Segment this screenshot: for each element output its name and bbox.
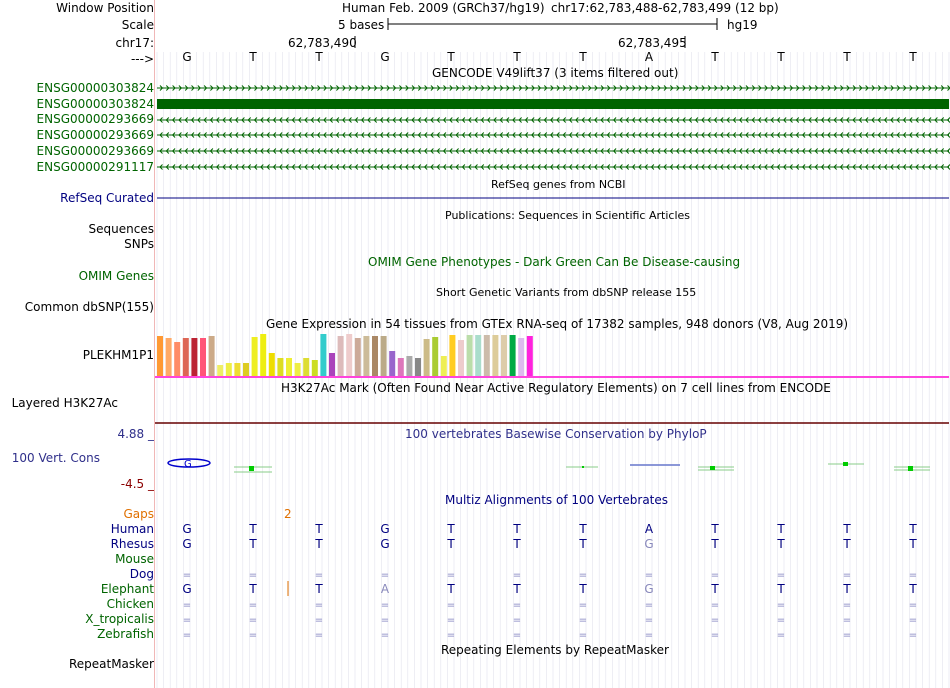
strand-arrow-label[interactable]: ---> bbox=[130, 52, 154, 66]
repeatmasker-label[interactable]: RepeatMasker bbox=[68, 657, 154, 671]
align-rhesus-10: T bbox=[843, 537, 851, 551]
gtex-tissue-bar-24[interactable] bbox=[363, 336, 369, 376]
align-dog-3: = bbox=[380, 570, 390, 581]
align-dog-8: = bbox=[710, 570, 720, 581]
align-elephant-1: T bbox=[249, 582, 257, 596]
gtex-tissue-bar-2[interactable] bbox=[174, 342, 180, 376]
align-elephant-7: G bbox=[644, 582, 654, 596]
gtex-tissue-bar-13[interactable] bbox=[269, 353, 275, 376]
align-dog-1: = bbox=[248, 570, 258, 581]
align-zebrafish-4: = bbox=[446, 630, 456, 641]
gtex-tissue-bar-28[interactable] bbox=[398, 358, 404, 376]
gtex-tissue-bar-5[interactable] bbox=[200, 338, 206, 376]
align-human-6: T bbox=[579, 522, 587, 536]
align-elephant-9: T bbox=[777, 582, 785, 596]
align-zebrafish-10: = bbox=[842, 630, 852, 641]
align-elephant-4: T bbox=[447, 582, 455, 596]
align-elephant-11: T bbox=[909, 582, 917, 596]
align-rhesus-7: G bbox=[644, 537, 654, 551]
base-0: G bbox=[182, 50, 192, 64]
base-10: T bbox=[843, 50, 851, 64]
gtex-tissue-bar-35[interactable] bbox=[458, 340, 464, 376]
gtex-tissue-bar-16[interactable] bbox=[295, 363, 301, 376]
align-x_tropicalis-9: = bbox=[776, 615, 786, 626]
gtex-tissue-bar-14[interactable] bbox=[277, 358, 283, 376]
align-rhesus-8: T bbox=[711, 537, 719, 551]
window-position-label: Window Position bbox=[56, 1, 154, 15]
gtex-tissue-bar-8[interactable] bbox=[226, 363, 232, 376]
chr-label: chr17: bbox=[115, 36, 154, 50]
base-2: T bbox=[315, 50, 323, 64]
base-9: T bbox=[777, 50, 785, 64]
align-chicken-7: = bbox=[644, 600, 654, 611]
gtex-tissue-bar-27[interactable] bbox=[389, 351, 395, 376]
gtex-tissue-bar-41[interactable] bbox=[510, 335, 516, 376]
svg-text:G: G bbox=[184, 459, 192, 470]
align-human-3: G bbox=[380, 522, 390, 536]
omim-title: OMIM Gene Phenotypes - Dark Green Can Be Disease-causing bbox=[368, 255, 741, 269]
align-human-11: T bbox=[909, 522, 917, 536]
gtex-tissue-bar-31[interactable] bbox=[424, 339, 430, 376]
align-dog-7: = bbox=[644, 570, 654, 581]
gtex-tissue-bar-1[interactable] bbox=[166, 338, 172, 376]
align-human-7: A bbox=[644, 522, 654, 536]
align-rhesus-0: G bbox=[182, 537, 192, 551]
gencode-feature-1[interactable] bbox=[157, 99, 949, 109]
align-elephant-8: T bbox=[711, 582, 719, 596]
gtex-tissue-bar-10[interactable] bbox=[243, 363, 249, 376]
gtex-tissue-bar-42[interactable] bbox=[518, 338, 524, 376]
align-dog-4: = bbox=[446, 570, 456, 581]
align-x_tropicalis-5: = bbox=[512, 615, 522, 626]
align-zebrafish-5: = bbox=[512, 630, 522, 641]
align-elephant-10: T bbox=[843, 582, 851, 596]
species-dog: Dog bbox=[129, 567, 154, 581]
gtex-title: Gene Expression in 54 tissues from GTEx RNA-seq of 17382 samples, 948 donors (V8, Aug 2019) bbox=[266, 317, 849, 331]
scale-label: Scale bbox=[121, 18, 154, 32]
species-elephant: Elephant bbox=[100, 582, 154, 596]
h3k27ac-label[interactable]: Layered H3K27Ac bbox=[11, 396, 118, 410]
align-zebrafish-6: = bbox=[578, 630, 588, 641]
align-x_tropicalis-7: = bbox=[644, 615, 654, 626]
align-dog-11: = bbox=[908, 570, 918, 581]
align-human-0: G bbox=[182, 522, 192, 536]
align-dog-5: = bbox=[512, 570, 522, 581]
align-rhesus-2: T bbox=[315, 537, 323, 551]
align-zebrafish-2: = bbox=[314, 630, 324, 641]
align-chicken-0: = bbox=[182, 600, 192, 611]
repeatmasker-title: Repeating Elements by RepeatMasker bbox=[441, 643, 669, 657]
align-chicken-11: = bbox=[908, 600, 918, 611]
species-rhesus: Rhesus bbox=[110, 537, 154, 551]
align-zebrafish-7: = bbox=[644, 630, 654, 641]
align-chicken-8: = bbox=[710, 600, 720, 611]
base-4: T bbox=[447, 50, 455, 64]
align-x_tropicalis-3: = bbox=[380, 615, 390, 626]
align-dog-9: = bbox=[776, 570, 786, 581]
align-human-5: T bbox=[513, 522, 521, 536]
db-text: hg19 bbox=[727, 18, 758, 32]
gtex-tissue-bar-22[interactable] bbox=[346, 334, 352, 376]
align-chicken-9: = bbox=[776, 600, 786, 611]
align-human-8: T bbox=[711, 522, 719, 536]
gtex-gene-label[interactable]: PLEKHM1P1 bbox=[82, 348, 154, 362]
align-rhesus-4: T bbox=[447, 537, 455, 551]
h3k27ac-title: H3K27Ac Mark (Often Found Near Active Regulatory Elements) on 7 cell lines from ENCODE bbox=[281, 381, 831, 395]
gtex-tissue-bar-25[interactable] bbox=[372, 336, 378, 376]
base-6: T bbox=[579, 50, 587, 64]
scale-text: 5 bases bbox=[338, 18, 385, 32]
align-dog-0: = bbox=[182, 570, 192, 581]
omim-label[interactable]: OMIM Genes bbox=[78, 269, 154, 283]
align-x_tropicalis-4: = bbox=[446, 615, 456, 626]
align-elephant-2: T bbox=[315, 582, 323, 596]
align-dog-6: = bbox=[578, 570, 588, 581]
gtex-tissue-bar-3[interactable] bbox=[183, 338, 189, 376]
species-zebrafish: Zebrafish bbox=[97, 627, 154, 641]
gtex-tissue-bar-37[interactable] bbox=[475, 335, 481, 376]
refseq-title: RefSeq genes from NCBI bbox=[491, 178, 626, 191]
gencode-label-2[interactable]: ENSG00000303824 bbox=[36, 97, 154, 111]
gencode-title: GENCODE V49lift37 (3 items filtered out) bbox=[432, 66, 679, 80]
gencode-label-5[interactable]: ENSG00000293669 bbox=[36, 144, 154, 158]
phylop-track-label[interactable]: 100 Vert. Cons bbox=[11, 451, 100, 465]
base-8: T bbox=[711, 50, 719, 64]
gtex-tissue-bar-0[interactable] bbox=[157, 336, 163, 376]
gtex-tissue-bar-20[interactable] bbox=[329, 353, 335, 376]
align-human-9: T bbox=[777, 522, 785, 536]
align-rhesus-5: T bbox=[513, 537, 521, 551]
align-rhesus-9: T bbox=[777, 537, 785, 551]
align-human-10: T bbox=[843, 522, 851, 536]
align-rhesus-1: T bbox=[249, 537, 257, 551]
align-zebrafish-1: = bbox=[248, 630, 258, 641]
align-chicken-10: = bbox=[842, 600, 852, 611]
gtex-tissue-bar-7[interactable] bbox=[217, 365, 223, 376]
align-x_tropicalis-8: = bbox=[710, 615, 720, 626]
gtex-tissue-bar-29[interactable] bbox=[406, 356, 412, 376]
align-chicken-6: = bbox=[578, 600, 588, 611]
gencode-label-1[interactable]: ENSG00000303824 bbox=[36, 81, 154, 95]
align-chicken-3: = bbox=[380, 600, 390, 611]
align-rhesus-11: T bbox=[909, 537, 917, 551]
gtex-tissue-bar-43[interactable] bbox=[527, 336, 533, 376]
align-x_tropicalis-2: = bbox=[314, 615, 324, 626]
gtex-tissue-bar-11[interactable] bbox=[252, 337, 258, 376]
gtex-tissue-bar-19[interactable] bbox=[320, 334, 326, 376]
gtex-tissue-bar-4[interactable] bbox=[191, 338, 197, 376]
gtex-tissue-bar-6[interactable] bbox=[209, 336, 215, 376]
dbsnp-title: Short Genetic Variants from dbSNP release 155 bbox=[436, 286, 697, 299]
gaps-label: Gaps bbox=[123, 507, 154, 521]
align-human-4: T bbox=[447, 522, 455, 536]
gtex-tissue-bar-9[interactable] bbox=[234, 363, 240, 376]
align-elephant-3: A bbox=[380, 582, 390, 596]
gencode-label-4[interactable]: ENSG00000293669 bbox=[36, 128, 154, 142]
gtex-tissue-bar-39[interactable] bbox=[492, 335, 498, 376]
gtex-tissue-bar-18[interactable] bbox=[312, 360, 318, 376]
phylop-title: 100 vertebrates Basewise Conservation by PhyloP bbox=[405, 427, 707, 441]
align-zebrafish-11: = bbox=[908, 630, 918, 641]
align-chicken-2: = bbox=[314, 600, 324, 611]
align-chicken-1: = bbox=[248, 600, 258, 611]
base-grid bbox=[157, 52, 949, 688]
gencode-label-6[interactable]: ENSG00000291117 bbox=[36, 160, 154, 174]
assembly-text: Human Feb. 2009 (GRCh37/hg19) bbox=[342, 1, 545, 15]
coord-2: 62,783,495 bbox=[618, 36, 687, 50]
align-dog-2: = bbox=[314, 570, 324, 581]
coord-1: 62,783,490 bbox=[288, 36, 357, 50]
gtex-tissue-bar-38[interactable] bbox=[484, 335, 490, 376]
species-chicken: Chicken bbox=[106, 597, 154, 611]
align-rhesus-3: G bbox=[380, 537, 390, 551]
snps-label[interactable]: SNPs bbox=[124, 237, 154, 251]
align-zebrafish-8: = bbox=[710, 630, 720, 641]
gtex-tissue-bar-34[interactable] bbox=[449, 335, 455, 376]
gtex-tissue-bar-12[interactable] bbox=[260, 334, 266, 376]
align-elephant-5: T bbox=[513, 582, 521, 596]
position-text: chr17:62,783,488-62,783,499 (12 bp) bbox=[551, 1, 779, 15]
align-chicken-4: = bbox=[446, 600, 456, 611]
pubs-title: Publications: Sequences in Scientific Articles bbox=[445, 209, 690, 222]
gtex-bar-chart[interactable] bbox=[157, 334, 533, 376]
refseq-track-label[interactable]: RefSeq Curated bbox=[60, 191, 154, 205]
gtex-tissue-bar-33[interactable] bbox=[441, 356, 447, 376]
base-5: T bbox=[513, 50, 521, 64]
align-zebrafish-9: = bbox=[776, 630, 786, 641]
species-human: Human bbox=[110, 522, 154, 536]
base-1: T bbox=[249, 50, 257, 64]
species-mouse: Mouse bbox=[115, 552, 154, 566]
base-7: A bbox=[644, 50, 654, 64]
gtex-tissue-bar-40[interactable] bbox=[501, 335, 507, 376]
gencode-label-3[interactable]: ENSG00000293669 bbox=[36, 112, 154, 126]
align-zebrafish-3: = bbox=[380, 630, 390, 641]
gtex-tissue-bar-17[interactable] bbox=[303, 358, 309, 376]
gtex-tissue-bar-36[interactable] bbox=[467, 335, 473, 376]
gtex-tissue-bar-23[interactable] bbox=[355, 338, 361, 376]
align-x_tropicalis-11: = bbox=[908, 615, 918, 626]
base-11: T bbox=[909, 50, 917, 64]
gtex-tissue-bar-30[interactable] bbox=[415, 358, 421, 376]
gtex-tissue-bar-15[interactable] bbox=[286, 358, 292, 376]
gtex-tissue-bar-32[interactable] bbox=[432, 337, 438, 376]
multiz-title: Multiz Alignments of 100 Vertebrates bbox=[445, 493, 669, 507]
align-elephant-0: G bbox=[182, 582, 192, 596]
base-3: G bbox=[380, 50, 390, 64]
align-human-1: T bbox=[249, 522, 257, 536]
dbsnp-label[interactable]: Common dbSNP(155) bbox=[24, 300, 154, 314]
align-chicken-5: = bbox=[512, 600, 522, 611]
gtex-tissue-bar-21[interactable] bbox=[338, 336, 344, 376]
align-human-2: T bbox=[315, 522, 323, 536]
species-xtropicalis: X_tropicalis bbox=[85, 612, 154, 626]
align-dog-10: = bbox=[842, 570, 852, 581]
align-x_tropicalis-10: = bbox=[842, 615, 852, 626]
gap-count: 2 bbox=[284, 507, 292, 521]
align-rhesus-6: T bbox=[579, 537, 587, 551]
align-zebrafish-0: = bbox=[182, 630, 192, 641]
gtex-tissue-bar-26[interactable] bbox=[381, 336, 387, 376]
phylop-max-label: 4.88 _ bbox=[117, 427, 154, 441]
align-elephant-6: T bbox=[579, 582, 587, 596]
align-x_tropicalis-1: = bbox=[248, 615, 258, 626]
phylop-min-label: -4.5 _ bbox=[120, 477, 154, 491]
scale-bar bbox=[388, 18, 717, 30]
sequences-label[interactable]: Sequences bbox=[88, 222, 154, 236]
align-x_tropicalis-6: = bbox=[578, 615, 588, 626]
align-x_tropicalis-0: = bbox=[182, 615, 192, 626]
